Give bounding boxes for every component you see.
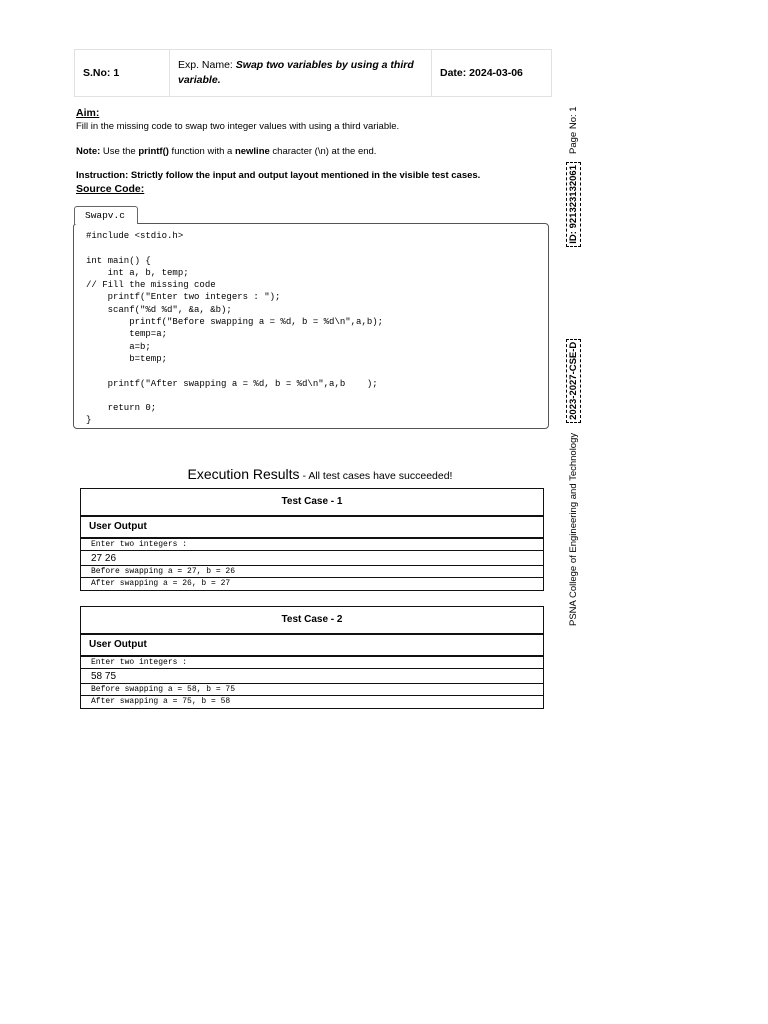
note-text-1: Use the	[100, 146, 139, 157]
note	[76, 146, 376, 157]
output-after: After swapping a = 26, b = 27	[91, 579, 231, 588]
user-output-label: User Output	[81, 635, 543, 657]
instruction: Instruction: Strictly follow the input and output layout mentioned in the visible test cases.	[76, 170, 481, 181]
experiment-header	[74, 49, 552, 97]
test-case-title: Test Case - 1	[81, 489, 543, 517]
aim-text: Fill in the missing code to swap two integer values with using a third variable.	[76, 121, 400, 132]
test-case-1	[80, 488, 544, 591]
student-id: ID: 921323132061	[566, 162, 581, 247]
source-code-label: Source Code:	[76, 183, 145, 195]
experiment-name-label: Exp. Name:	[178, 59, 236, 71]
note-text-3: character (\n) at the end.	[269, 146, 377, 157]
note-newline: newline	[234, 146, 270, 157]
output-prompt: Enter two integers :	[81, 657, 543, 669]
source-code: #include <stdio.h> int main() { int a, b, temp; // Fill the missing code printf("Enter two integers : "); scanf("%d %d", &a, &b); printf("Before swapping a = %d, b = %d\n",a,b); temp=a; a=b; b=temp; printf("After swapping a = %d, b = %d\n",a,b ); return 0; }	[86, 231, 384, 426]
output-after: After swapping a = 75, b = 58	[91, 697, 231, 706]
user-input: 58 75	[81, 669, 543, 684]
code-block	[73, 223, 549, 429]
user-output-label: User Output	[81, 517, 543, 539]
aim-label: Aim:	[76, 107, 100, 119]
college-name: PSNA College of Engineering and Technology	[568, 432, 579, 626]
experiment-date: Date: 2024-03-06	[440, 67, 523, 79]
note-label: Note:	[76, 146, 101, 157]
filename-tab[interactable]: Swapv.c	[74, 206, 138, 224]
side-margin	[566, 66, 581, 626]
test-case-title: Test Case - 2	[81, 607, 543, 635]
execution-results-heading	[0, 466, 640, 484]
experiment-name	[170, 50, 432, 96]
output-before: Before swapping a = 27, b = 26	[81, 566, 543, 578]
user-input: 27 26	[81, 551, 543, 566]
page-number: Page No: 1	[568, 106, 579, 154]
batch-label: 2023-2027-CSE-D	[566, 339, 581, 423]
output-prompt: Enter two integers :	[81, 539, 543, 551]
serial-number: S.No: 1	[75, 50, 170, 96]
note-text-2: function with a	[168, 146, 235, 157]
experiment-name-value: Swap two variables by using a third variable.	[178, 59, 414, 86]
test-case-2	[80, 606, 544, 709]
execution-results-title: Execution Results	[187, 466, 300, 482]
execution-results-subtitle: - All test cases have succeeded!	[299, 470, 453, 482]
note-printf: printf()	[138, 146, 169, 157]
output-before: Before swapping a = 58, b = 75	[81, 684, 543, 696]
